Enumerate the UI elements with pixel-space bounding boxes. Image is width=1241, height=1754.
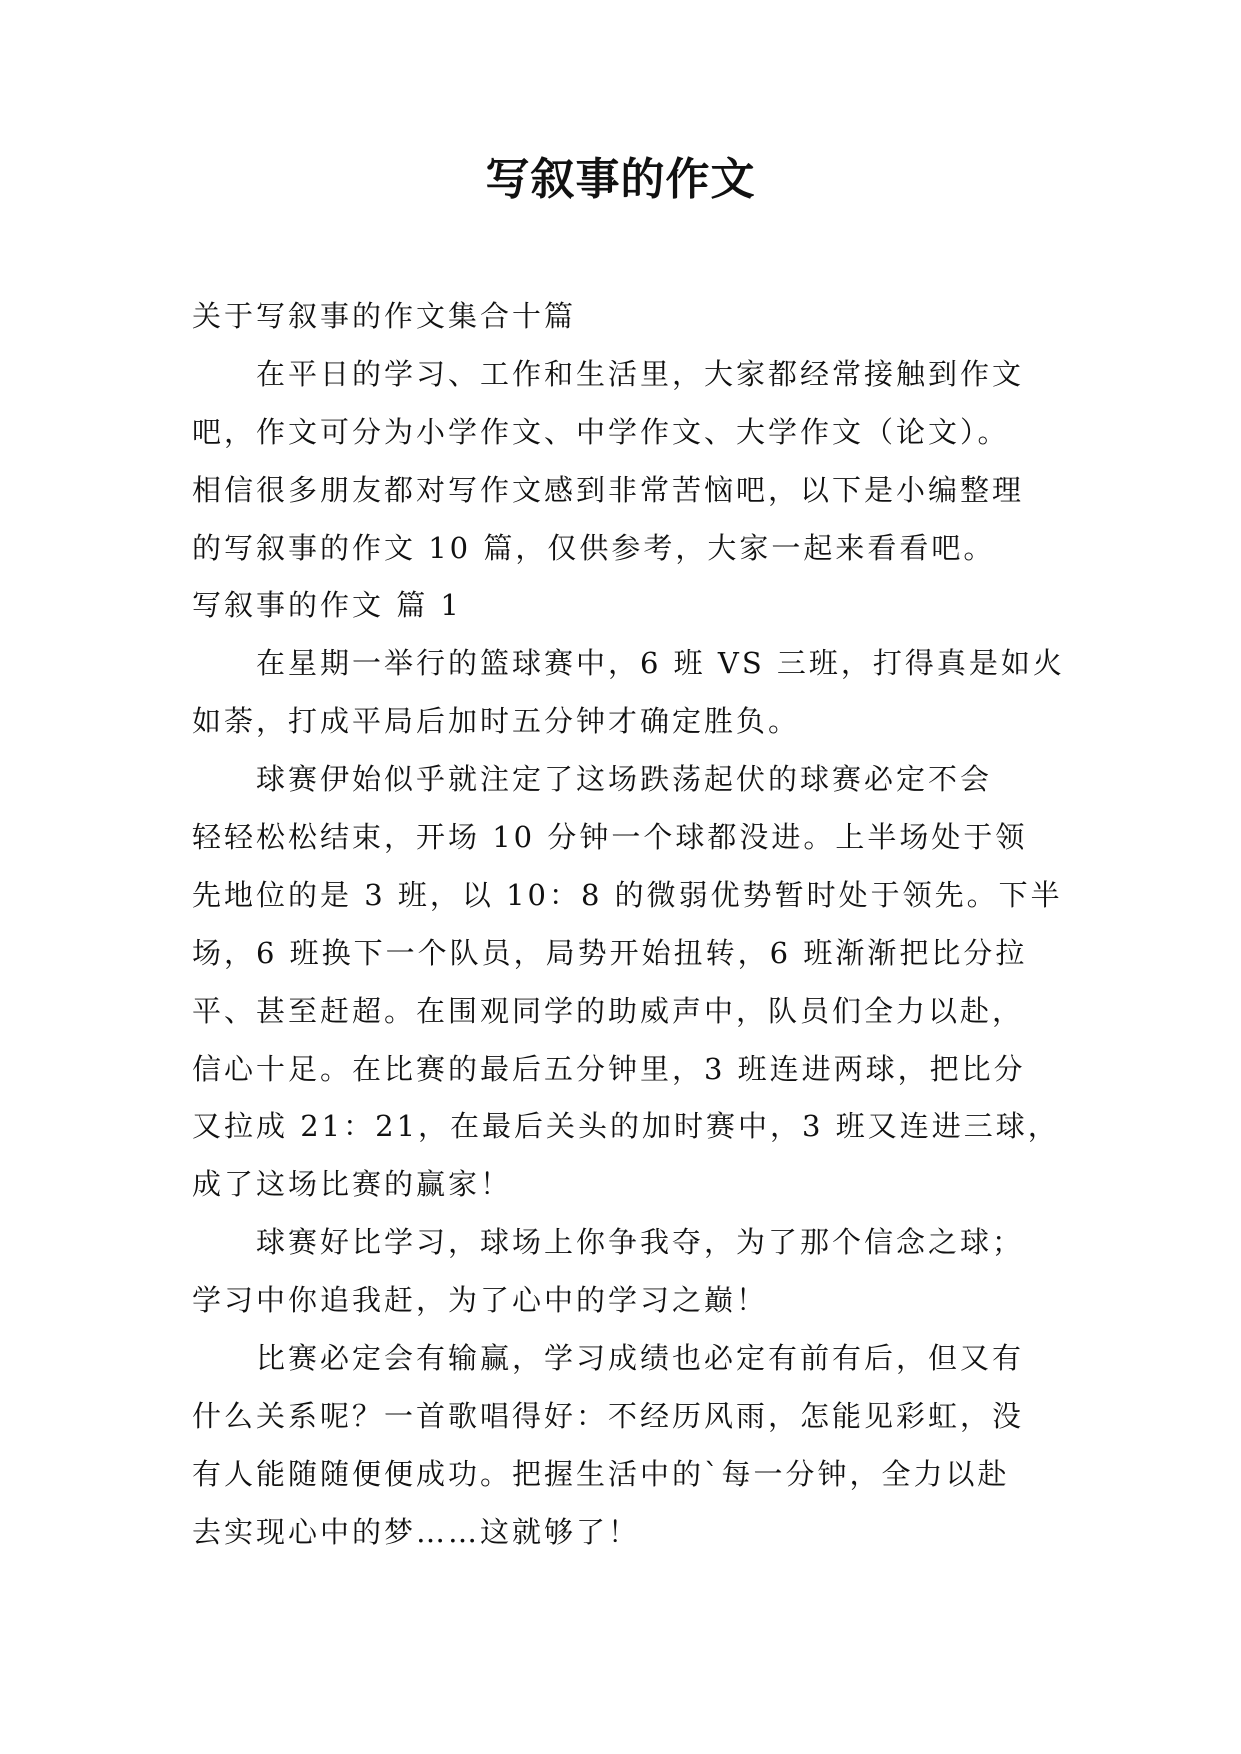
text-line: 学习中你追我赶，为了心中的学习之巅！ [192,1283,769,1318]
text-line: 场，6 班换下一个队员，局势开始扭转，6 班渐渐把比分拉 [192,935,1028,970]
text-line: 关于写叙事的作文集合十篇 [192,299,577,333]
text-line: 吧，作文可分为小学作文、中学作文、大学作文（论文）。 [192,414,1010,449]
text-line: 比赛必定会有输赢，学习成绩也必定有前有后，但又有 [256,1341,1025,1376]
text-line: 先地位的是 3 班，以 10：8 的微弱优势暂时处于领先。下半 [192,877,1063,912]
document-body [192,288,1065,1562]
text-line: 在平日的学习、工作和生活里，大家都经常接触到作文 [256,356,1025,391]
text-line: 如荼，打成平局后加时五分钟才确定胜负。 [192,704,801,739]
text-line: 相信很多朋友都对写作文感到非常苦恼吧，以下是小编整理 [192,472,1025,507]
text-line: 轻轻松松结束，开场 10 分钟一个球都没进。上半场处于领 [192,820,1028,855]
text-line: 的写叙事的作文 10 篇，仅供参考，大家一起来看看吧。 [192,530,996,565]
text-line: 平、甚至赶超。在围观同学的助威声中，队员们全力以赴， [192,993,1025,1028]
text-line: 又拉成 21：21，在最后关头的加时赛中，3 班又连进三球， [192,1109,1060,1144]
text-line: 什么关系呢？一首歌唱得好：不经历风雨，怎能见彩虹，没 [192,1398,1025,1433]
text-line: 去实现心中的梦……这就够了！ [192,1514,641,1549]
text-line: 写叙事的作文 篇 1 [192,588,462,623]
text-line: 球赛好比学习，球场上你争我夺，为了那个信念之球； [256,1225,1025,1260]
document-title: 写叙事的作文 [485,154,756,205]
text-line: 球赛伊始似乎就注定了这场跌荡起伏的球赛必定不会 [256,762,993,797]
text-line: 信心十足。在比赛的最后五分钟里，3 班连进两球，把比分 [192,1051,1026,1086]
text-line: 在星期一举行的篮球赛中，6 班 VS 三班，打得真是如火 [256,646,1065,681]
text-line: 有人能随随便便成功。把握生活中的`每一分钟，全力以赴 [192,1456,1010,1491]
text-line: 成了这场比赛的赢家！ [192,1167,513,1202]
